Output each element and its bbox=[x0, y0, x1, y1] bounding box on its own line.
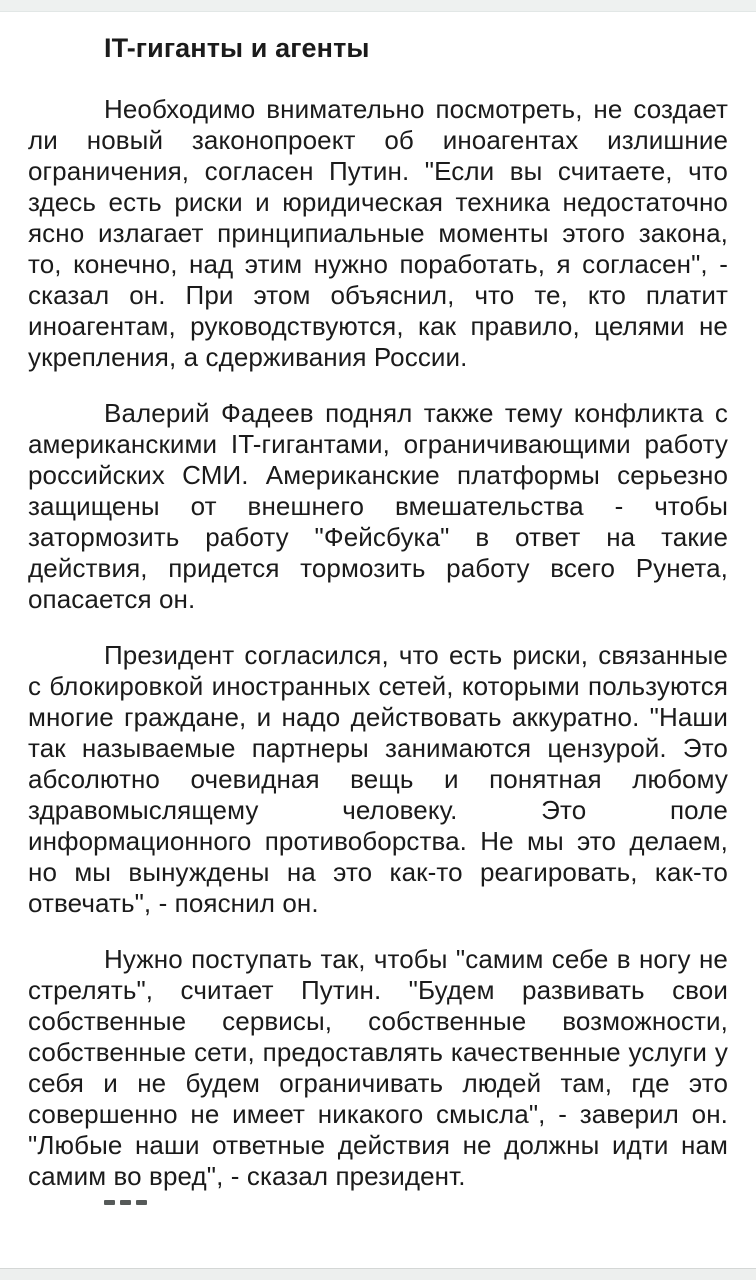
page-top-edge bbox=[0, 0, 756, 12]
article-paragraph-4: Нужно поступать так, чтобы "самим себе в ногу не стрелять", считает Путин. "Будем развивать свои собственные сервисы, собственные возможности, собственные сети, предоставлять качественные услуги у себя и не будем ограничивать людей там, где это совершенно не имеет никакого смысла", - заверил он. "Любые наши ответные действия не должны идти нам самим во вред", - сказал президент. bbox=[28, 944, 728, 1191]
article-paragraph-3: Президент согласился, что есть риски, связанные с блокировкой иностранных сетей, которыми пользуются многие граждане, и надо действовать аккуратно. "Наши так называемые партнеры занимаются цензурой. Это абсолютно очевидная вещь и понятная любому здравомыслящему человеку. Это поле информационного противоборства. Не мы это делаем, но мы вынуждены на это как-то реагировать, как-то отвечать", - пояснил он. bbox=[28, 640, 728, 918]
clipped-letter-mark bbox=[136, 1200, 147, 1205]
article-page[interactable] bbox=[0, 12, 756, 1207]
clipped-next-paragraph bbox=[104, 1200, 728, 1207]
article-paragraph-1: Необходимо внимательно посмотреть, не создает ли новый законопроект об иноагентах излишние ограничения, согласен Путин. "Если вы считаете, что здесь есть риски и юридическая техника недостаточно ясно излагает принципиальные моменты этого закона, то, конечно, над этим нужно поработать, я согласен", - сказал он. При этом объяснил, что те, кто платит иноагентам, руководствуются, как правило, целями не укрепления, а сдерживания России. bbox=[28, 94, 728, 372]
article-paragraph-2: Валерий Фадеев поднял также тему конфликта с американскими IT-гигантами, ограничивающими работу российских СМИ. Американские платформы серьезно защищены от внешнего вмешательства - чтобы затормозить работу "Фейсбука" в ответ на такие действия, придется тормозить работу всего Рунета, опасается он. bbox=[28, 398, 728, 614]
article-heading: IT-гиганты и агенты bbox=[104, 33, 370, 63]
clipped-letter-mark bbox=[104, 1200, 115, 1205]
clipped-letter-mark bbox=[120, 1200, 131, 1205]
page-bottom-edge bbox=[0, 1268, 756, 1280]
